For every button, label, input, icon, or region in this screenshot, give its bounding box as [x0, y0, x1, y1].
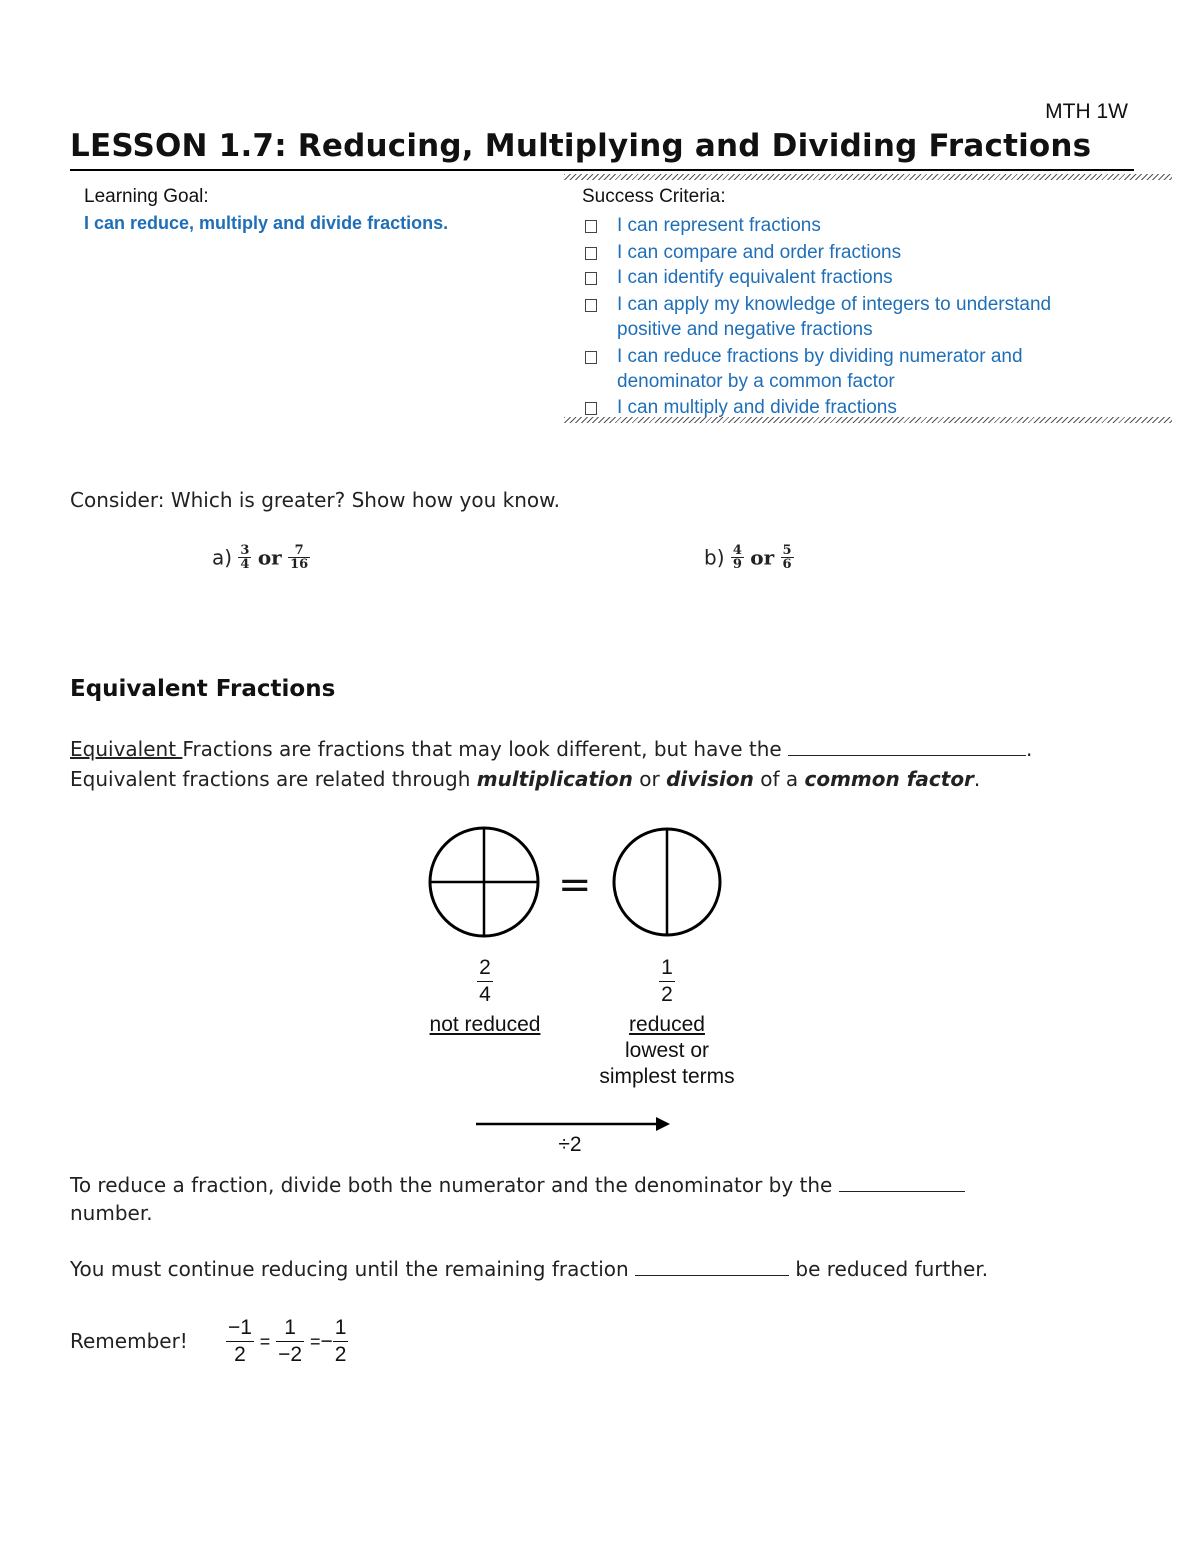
answer-blank[interactable] [635, 1257, 789, 1276]
remember-label: Remember! [70, 1329, 188, 1353]
continue-reducing: You must continue reducing until the remaining fraction be reduced further. [70, 1257, 989, 1281]
checkbox-icon[interactable] [585, 351, 597, 364]
negative-fraction-rule: $\frac{-1}{2}$ = $\frac{1}{-2}$ =− $\frac{1}{2}$ [226, 1315, 348, 1369]
reduce-instruction: To reduce a fraction, divide both the numerator and the denominator by the number. [70, 1171, 1130, 1227]
fraction: $\frac{3}{4}$ [240, 543, 250, 572]
fraction: $\frac{1}{-2}$ [278, 1316, 303, 1367]
consider-prompt: Consider: Which is greater? Show how you know. [70, 488, 560, 512]
learning-goal-label: Learning Goal: [84, 186, 209, 207]
criteria-item: I can represent fractions [582, 213, 1142, 239]
fraction: $\frac{2}{4}$ [479, 956, 491, 1007]
success-criteria-list [582, 213, 1142, 420]
halves-circle [614, 829, 720, 935]
course-code: MTH 1W [1045, 100, 1128, 123]
answer-blank[interactable] [839, 1173, 965, 1192]
criteria-item: I can reduce fractions by dividing numerator and denominator by a common factor [582, 344, 1142, 395]
fraction: $\frac{1}{2}$ [334, 1316, 347, 1367]
section-heading: Equivalent Fractions [70, 676, 336, 702]
checkbox-icon[interactable] [585, 299, 597, 312]
checkbox-icon[interactable] [585, 402, 597, 415]
equals-sign: = [558, 862, 592, 908]
page-title: LESSON 1.7: Reducing, Multiplying and Dividing Fractions [70, 128, 1092, 164]
fraction: $\frac{1}{2}$ [661, 956, 673, 1007]
fraction: $\frac{5}{6}$ [782, 543, 792, 572]
criteria-item: I can apply my knowledge of integers to understand positive and negative fractions [582, 292, 1142, 343]
definition-line-1: Equivalent Fractions are fractions that may look different, but have the . [70, 737, 1033, 761]
divide-by-two: ÷2 [558, 1133, 582, 1156]
criteria-item: I can identify equivalent fractions [582, 265, 1142, 291]
title-divider [70, 169, 1134, 171]
checkbox-icon[interactable] [585, 247, 597, 260]
success-criteria-label: Success Criteria: [582, 186, 726, 207]
criteria-item: I can compare and order fractions [582, 240, 1142, 266]
criteria-item: I can multiply and divide fractions [582, 395, 1142, 421]
quarters-circle [430, 828, 538, 936]
question-a: a) $\frac{3}{4}$ or $\frac{7}{16}$ [212, 543, 309, 572]
learning-goal-text: I can reduce, multiply and divide fractions. [84, 213, 449, 233]
definition-line-2: Equivalent fractions are related through multiplication or division of a common factor. [70, 767, 981, 791]
answer-blank[interactable] [788, 737, 1026, 756]
left-fraction-label: $\frac{2}{4}$ not reduced [429, 956, 541, 1036]
fraction: $\frac{7}{16}$ [290, 543, 309, 572]
question-b: b) $\frac{4}{9}$ or $\frac{5}{6}$ [704, 543, 792, 572]
right-arrow-icon [474, 1114, 674, 1134]
right-fraction-label: $\frac{1}{2}$ reduced lowest or simplest terms [599, 956, 735, 1088]
fraction: $\frac{4}{9}$ [732, 543, 742, 572]
checkbox-icon[interactable] [585, 272, 597, 285]
checkbox-icon[interactable] [585, 220, 597, 233]
fraction: $\frac{-1}{2}$ [228, 1316, 252, 1367]
criteria-top-border [564, 174, 1172, 180]
